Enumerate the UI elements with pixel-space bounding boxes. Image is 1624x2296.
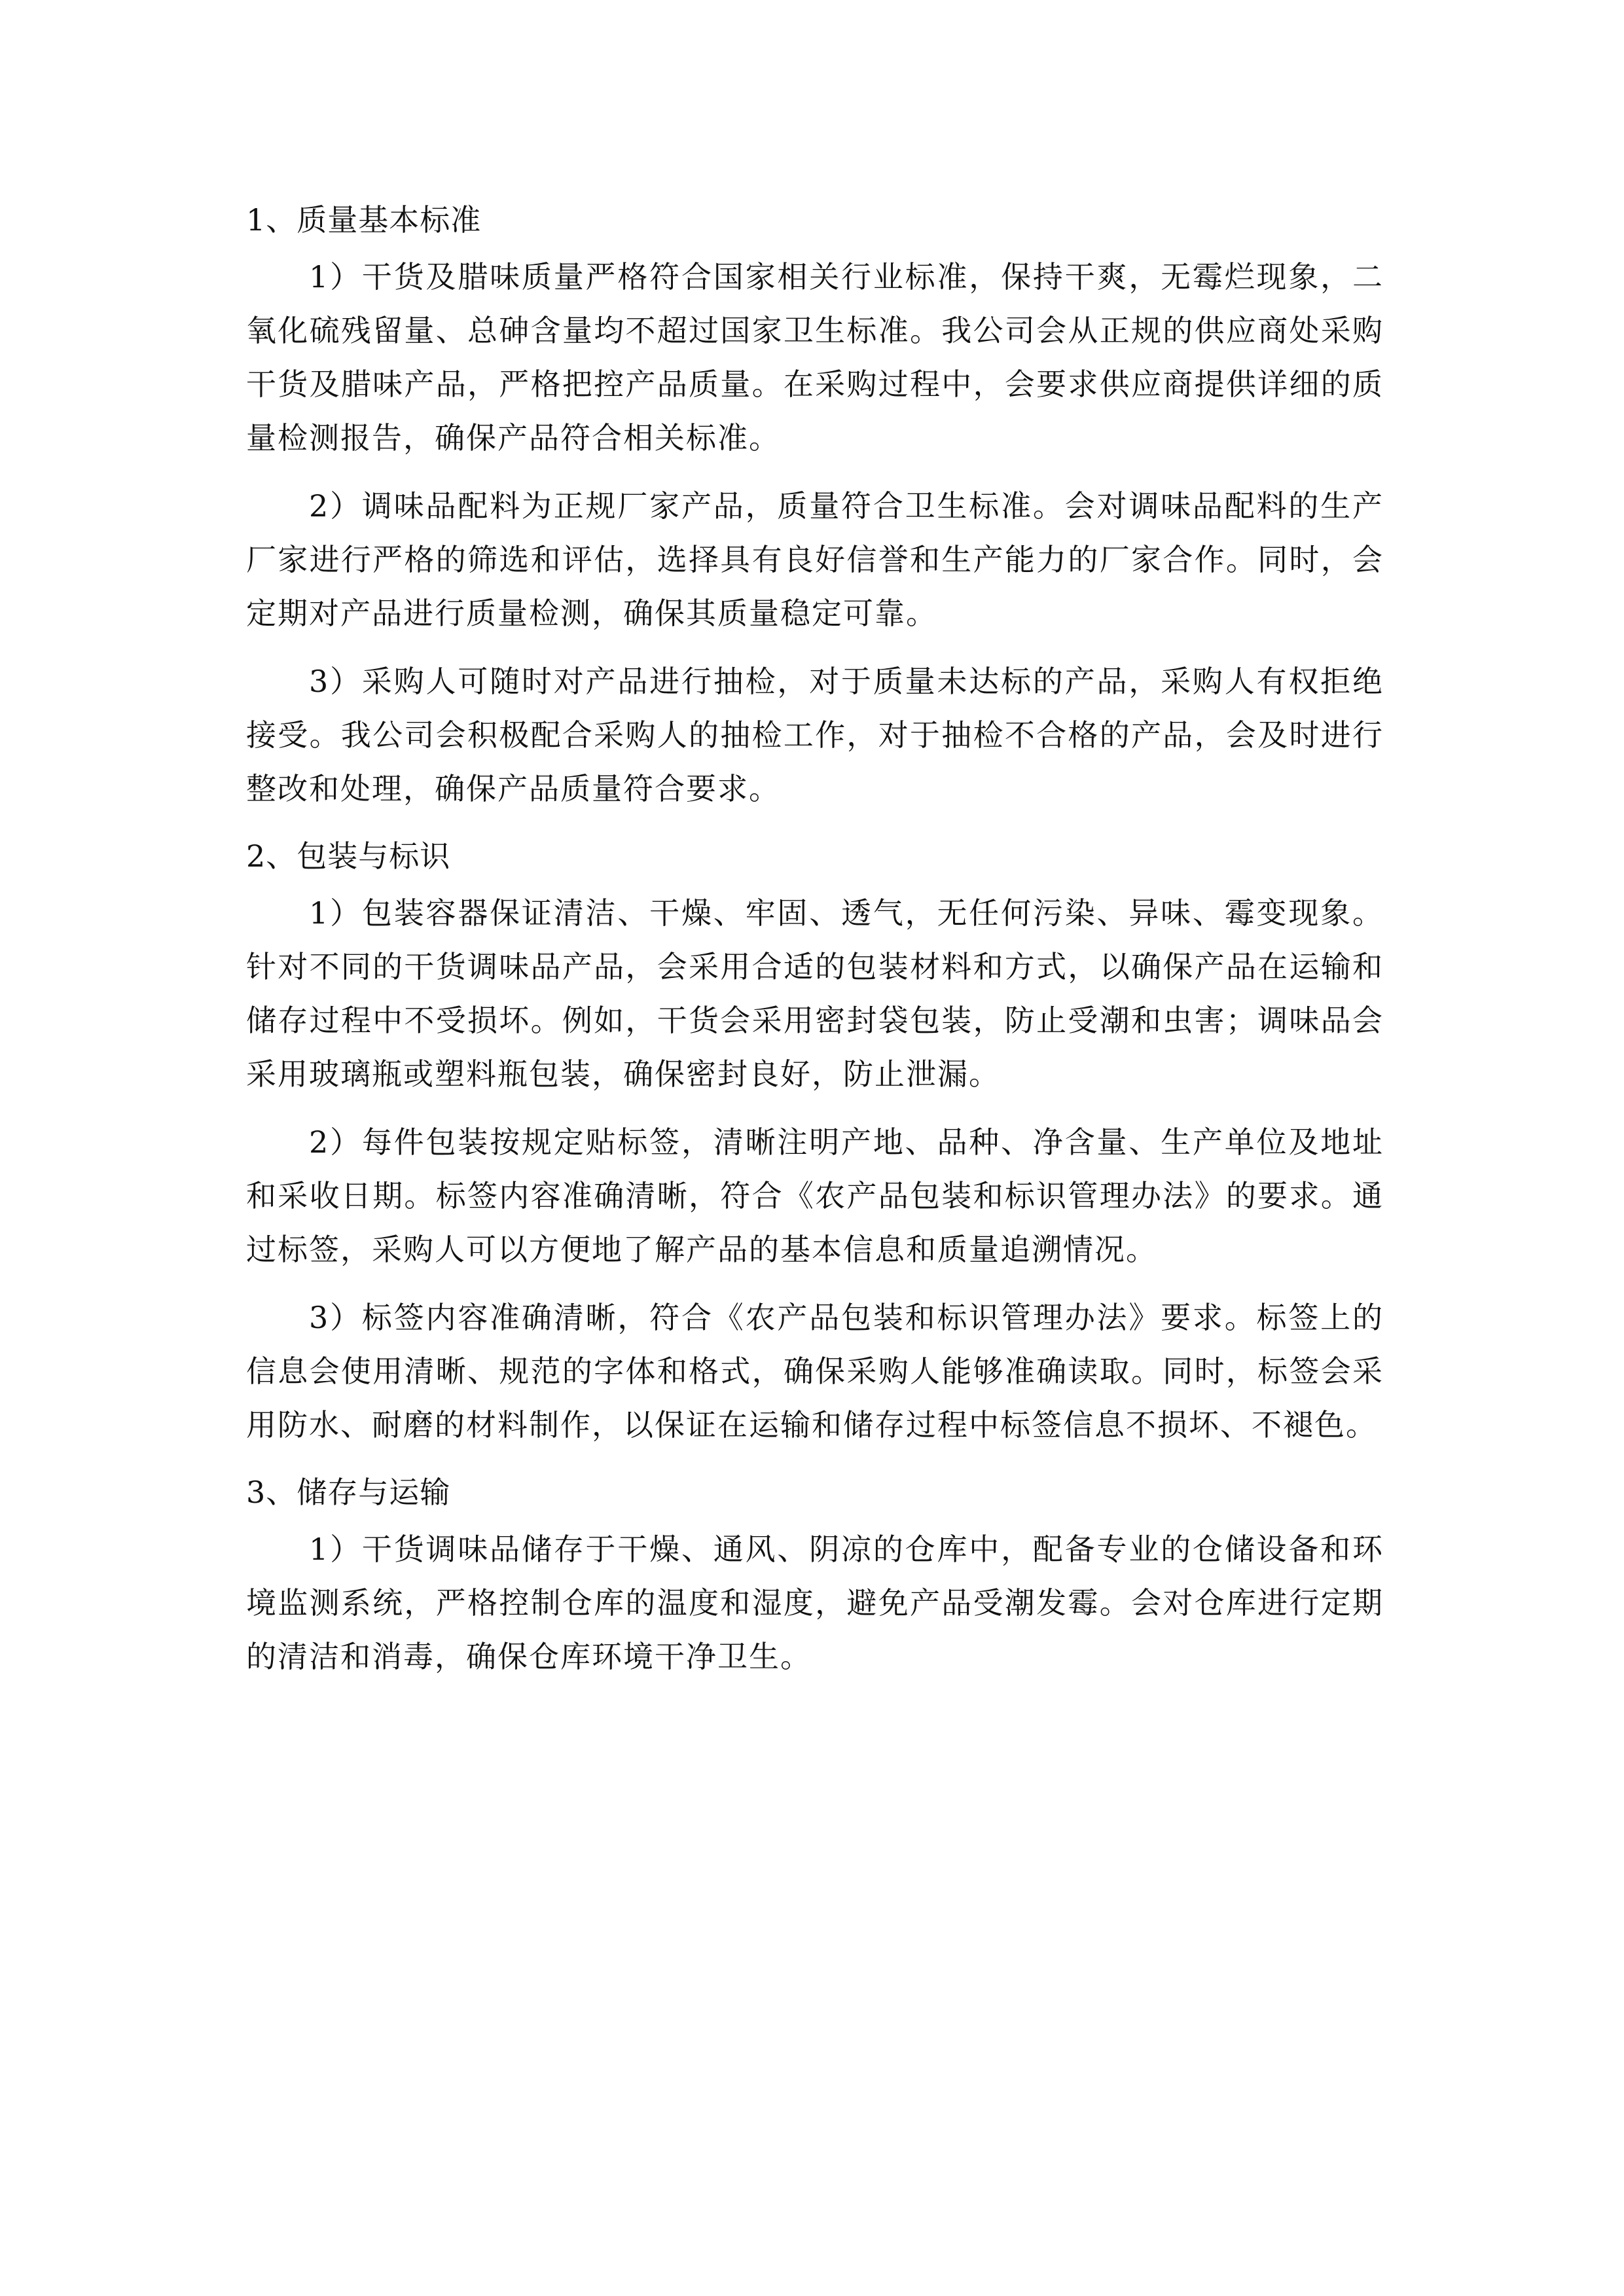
section-quality-standards — [246, 194, 1384, 816]
paragraph: 3）采购人可随时对产品进行抽检，对于质量未达标的产品，采购人有权拒绝接受。我公司会积极配合采购人的抽检工作，对于抽检不合格的产品，会及时进行整改和处理，确保产品质量符合要求。 — [246, 664, 1384, 806]
paragraph: 2）每件包装按规定贴标签，清晰注明产地、品种、净含量、生产单位及地址和采收日期。标签内容准确清晰，符合《农产品包装和标识管理办法》的要求。通过标签，采购人可以方便地了解产品的基本信息和质量追溯情况。 — [246, 1124, 1384, 1267]
document-body — [246, 194, 1384, 1698]
section-heading: 1、质量基本标准 — [246, 202, 482, 238]
paragraph: 3）标签内容准确清晰，符合《农产品包装和标识管理办法》要求。标签上的信息会使用清晰、规范的字体和格式，确保采购人能够准确读取。同时，标签会采用防水、耐磨的材料制作，以保证在运输和储存过程中标签信息不损坏、不褪色。 — [246, 1300, 1384, 1443]
section-heading: 3、储存与运输 — [246, 1475, 451, 1510]
section-storage-transport — [246, 1466, 1384, 1683]
paragraph: 1）包装容器保证清洁、干燥、牢固、透气，无任何污染、异味、霉变现象。针对不同的干货调味品产品，会采用合适的包装材料和方式，以确保产品在运输和储存过程中不受损坏。例如，干货会采用密封袋包装，防止受潮和虫害；调味品会采用玻璃瓶或塑料瓶包装，确保密封良好，防止泄漏。 — [246, 895, 1384, 1092]
paragraph: 1）干货调味品储存于干燥、通风、阴凉的仓库中，配备专业的仓储设备和环境监测系统，严格控制仓库的温度和湿度，避免产品受潮发霉。会对仓库进行定期的清洁和消毒，确保仓库环境干净卫生。 — [246, 1532, 1384, 1674]
section-heading: 2、包装与标识 — [246, 838, 451, 874]
paragraph: 2）调味品配料为正规厂家产品，质量符合卫生标准。会对调味品配料的生产厂家进行严格的筛选和评估，选择具有良好信誉和生产能力的厂家合作。同时，会定期对产品进行质量检测，确保其质量稳定可靠。 — [246, 488, 1384, 631]
paragraph: 1）干货及腊味质量严格符合国家相关行业标准，保持干爽，无霉烂现象，二氧化硫残留量、总砷含量均不超过国家卫生标准。我公司会从正规的供应商处采购干货及腊味产品，严格把控产品质量。在采购过程中，会要求供应商提供详细的质量检测报告，确保产品符合相关标准。 — [246, 259, 1384, 456]
section-packaging-labeling — [246, 830, 1384, 1452]
